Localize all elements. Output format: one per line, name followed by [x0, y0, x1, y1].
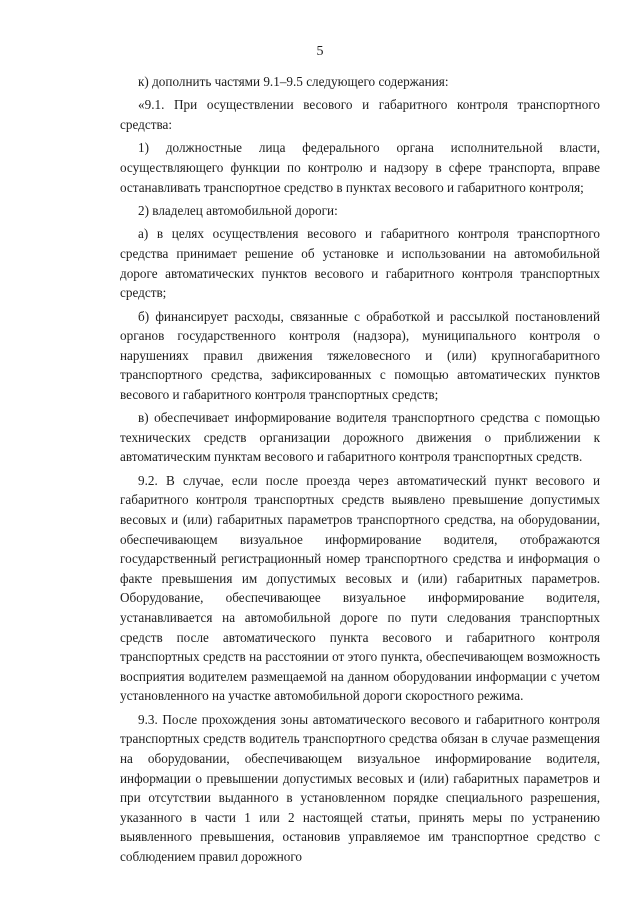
paragraph-amendment-intro: к) дополнить частями 9.1–9.5 следующего содержания:	[138, 74, 449, 89]
paragraph-9-1-item-1: 1) должностные лица федерального органа исполнительной власти, осуществляющего функции по контролю и надзору в сфере транспорта, вправе останавливать транспортное средство в пунктах весового и габаритного контроля;	[120, 140, 600, 195]
page-number: 5	[316, 44, 324, 59]
document-body	[120, 72, 600, 870]
paragraph-9-1-heading: «9.1. При осуществлении весового и габаритного контроля транспортного средства:	[120, 97, 600, 132]
paragraph-9-1-subitem-a: а) в целях осуществления весового и габаритного контроля транспортного средства принимает решение об установке и использовании на автомобильной дороге автоматических пунктов весового и габаритного контроля транспортных средств;	[120, 226, 600, 301]
paragraph-9-1-item-2: 2) владелец автомобильной дороги:	[138, 202, 338, 218]
paragraph-9-2: 9.2. В случае, если после проезда через автоматический пункт весового и габаритного контроля транспортных средств выявлено превышение допустимых весовых и (или) габаритных параметров транспортного средства, на оборудовании, обеспечивающем визуальное информирование водителя, отображаются государственный регистрационный номер транспортного средства и информация о факте превышения им допустимых весовых и (или) габаритных параметров. Оборудование, обеспечивающее визуальное информирование водителя, устанавливается на автомобильной дороге по пути следования транспортных средств после автоматического пункта весового и габаритного контроля транспортных средств на расстоянии от этого пункта, обеспечивающем возможность восприятия водителем размещаемой на данном оборудовании информации с учетом установленного на участке автомобильной дороги скоростного режима.	[120, 472, 600, 704]
paragraph-9-1-subitem-v: в) обеспечивает информирование водителя транспортного средства с помощью технических средств организации дорожного движения о приближении к автоматическим пунктам весового и габаритного контроля транспортных средств.	[120, 410, 600, 465]
paragraph-9-3: 9.3. После прохождения зоны автоматического весового и габаритного контроля транспортных средств водитель транспортного средства обязан в случае размещения на оборудовании, обеспечивающем визуальное информирование водителя, информации о превышении допустимых весовых и (или) габаритных параметров и при отсутствии выданного в установленном порядке специального разрешения, указанного в части 1 или 2 настоящей статьи, принять меры по устранению выявленного превышения, остановив управляемое им транспортное средство с соблюдением правил дорожного	[120, 711, 600, 864]
paragraph-9-1-subitem-b: б) финансирует расходы, связанные с обработкой и рассылкой постановлений органов государственного контроля (надзора), муниципального контроля о нарушениях правил движения тяжеловесного и (или) крупногабаритного транспортного средства, зафиксированных с помощью автоматических пунктов весового и габаритного контроля транспортных средств;	[120, 308, 600, 402]
